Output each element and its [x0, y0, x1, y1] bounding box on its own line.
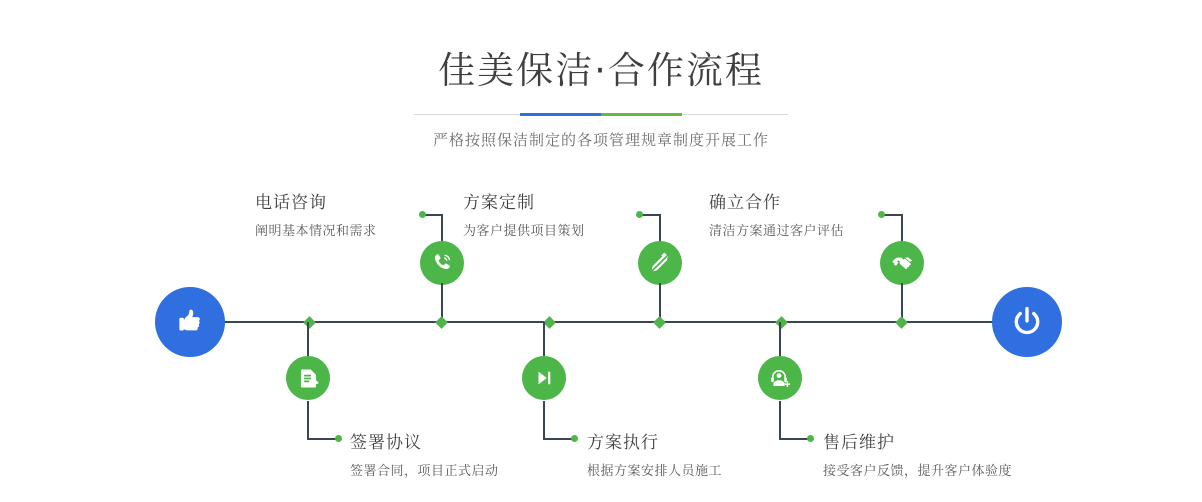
axis-marker-3 — [543, 316, 556, 329]
contract-sign-icon — [297, 367, 320, 390]
connector-dot-3 — [636, 211, 643, 218]
step-node-4 — [522, 356, 566, 400]
step-title-6: 售后维护 — [823, 433, 895, 453]
title-divider — [414, 114, 788, 115]
connector-horizontal-3 — [641, 214, 659, 216]
step-desc-5: 清洁方案通过客户评估 — [709, 224, 845, 239]
connector-vertical-6 — [779, 401, 781, 439]
connector-dot-4 — [571, 435, 578, 442]
play-forward-icon — [533, 367, 555, 389]
axis-marker-5 — [775, 316, 788, 329]
step-label-4 — [587, 428, 722, 479]
step-node-6 — [758, 356, 802, 400]
axis-marker-1 — [303, 316, 316, 329]
connector-horizontal-2 — [307, 438, 337, 440]
thumbs-up-icon — [173, 305, 207, 339]
step-desc-2: 签署合同，项目正式启动 — [350, 464, 499, 479]
connector-dot-1 — [419, 211, 426, 218]
divider-segment-green — [601, 113, 682, 116]
power-icon — [1009, 304, 1045, 340]
step-title-3: 方案定制 — [463, 193, 535, 213]
divider-segment-blue — [520, 113, 601, 116]
connector-dot-2 — [335, 435, 342, 442]
connector-dot-6 — [807, 435, 814, 442]
connector-horizontal-5 — [883, 214, 901, 216]
step-title-2: 签署协议 — [350, 433, 422, 453]
step-label-2 — [350, 428, 499, 479]
step-node-5 — [880, 241, 924, 285]
step-node-3 — [638, 241, 682, 285]
connector-vertical-2 — [307, 401, 309, 439]
phone-call-icon — [430, 251, 454, 275]
axis-marker-2 — [435, 316, 448, 329]
page-subtitle: 严格按照保洁制定的各项管理规章制度开展工作 — [432, 131, 769, 149]
handshake-icon — [890, 251, 915, 276]
plan-pencil-icon — [648, 251, 672, 275]
customer-service-add-icon — [768, 366, 792, 390]
page-header — [0, 0, 1202, 150]
step-label-6 — [823, 428, 1012, 479]
connector-vertical-4 — [543, 401, 545, 439]
page-title: 佳美保洁·合作流程 — [438, 49, 764, 92]
step-node-2 — [286, 356, 330, 400]
connector-horizontal-1 — [424, 214, 442, 216]
connector-stem-6 — [779, 322, 781, 356]
connector-stem-2 — [307, 322, 309, 356]
connector-dot-5 — [878, 211, 885, 218]
step-node-1 — [420, 241, 464, 285]
step-desc-6: 接受客户反馈，提升客户体验度 — [823, 464, 1013, 479]
start-node — [155, 287, 225, 357]
axis-marker-6 — [895, 316, 908, 329]
step-label-1 — [255, 188, 377, 239]
step-title-1: 电话咨询 — [255, 193, 327, 213]
axis-marker-4 — [653, 316, 666, 329]
step-label-3 — [463, 188, 585, 239]
step-desc-4: 根据方案安排人员施工 — [587, 464, 723, 479]
end-node — [992, 287, 1062, 357]
step-desc-1: 阐明基本情况和需求 — [255, 224, 377, 239]
connector-horizontal-6 — [779, 438, 809, 440]
step-label-5 — [709, 188, 844, 239]
step-title-4: 方案执行 — [587, 433, 659, 453]
step-desc-3: 为客户提供项目策划 — [463, 224, 585, 239]
connector-stem-4 — [543, 322, 545, 356]
step-title-5: 确立合作 — [709, 193, 781, 213]
connector-horizontal-4 — [543, 438, 573, 440]
